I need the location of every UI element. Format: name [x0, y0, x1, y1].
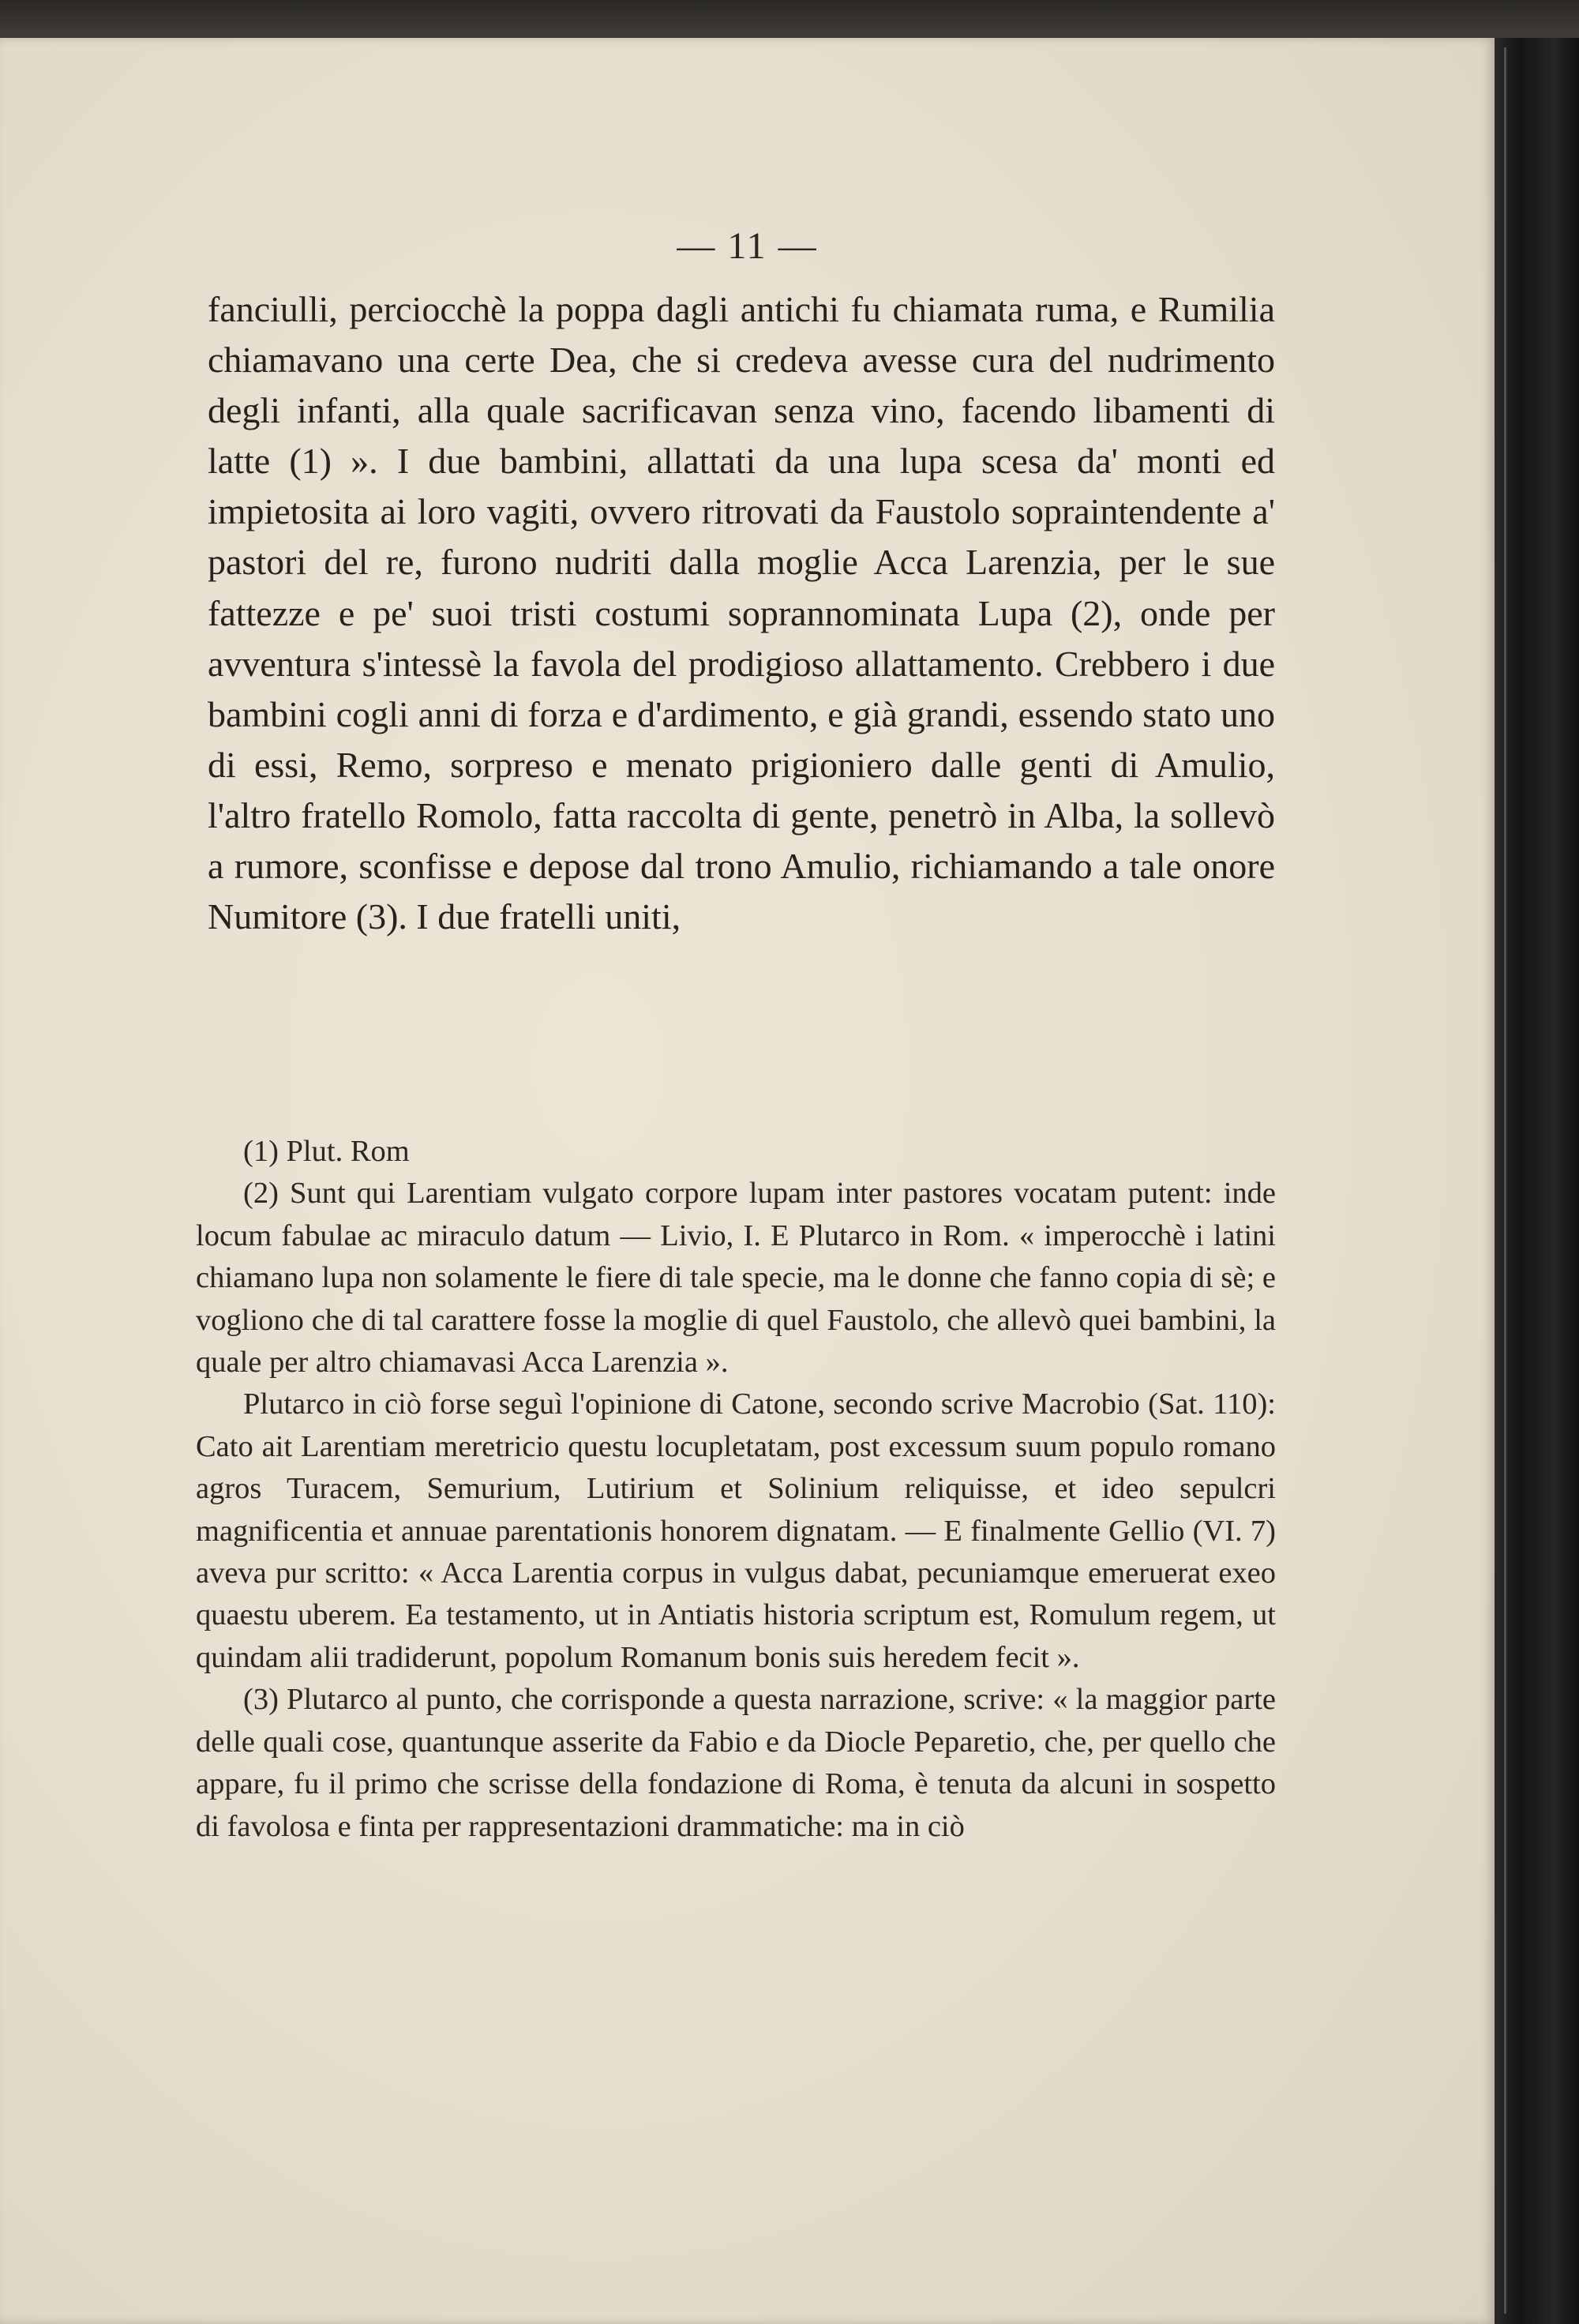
binding-highlight: [1504, 47, 1506, 2314]
footnote-1: (1) Plut. Rom: [243, 1135, 410, 1168]
footnote-2-continued: Plutarco in ciò forse seguì l'opinione di Catone, secondo scrive Macrobio (Sat. 110): Cato ait Larentiam meretricio questu locupletatam, post excessum suum populo romano agros Turacem, Semurium, Lutirium et Solinium reliquisse, et ideo sepulcri magnificentia et annuae parentationis honorem dignatam. — E finalmente Gellio (VI. 7) aveva pur scritto: « Acca Larentia corpus in vulgus dabat, pecuniamque emeruerat exeo quaestu uberem. Ea testamento, ut in Antiatis historia scriptum est, Romulum regem, ut quindam alii tradiderunt, popolum Romanum bonis suis heredem fecit ».: [196, 1387, 1276, 1674]
book-binding-edge: [1495, 38, 1579, 2324]
page-number: — 11 —: [677, 225, 818, 267]
main-text: fanciulli, perciocchè la poppa dagli antichi fu chiamata ruma, e Rumilia chiamavano una certe Dea, che si credeva avesse cura del nudrimento degli infanti, alla quale sacrificavan senza vino, facendo libamenti di latte (1) ». I due bambini, allattati da una lupa scesa da' monti ed impietosita ai loro vagiti, ovvero ritrovati da Faustolo sopraintendente a' pastori del re, furono nudriti dalla moglie Acca Larenzia, per le sue fattezze e pe' suoi tristi costumi soprannominata Lupa (2), onde per avventura s'intessè la favola del prodigioso allattamento. Crebbero i due bambini cogli anni di forza e d'ardimento, e già grandi, essendo stato uno di essi, Remo, sorpreso e menato prigioniero dalle genti di Amulio, l'altro fratello Romolo, fatta raccolta di gente, penetrò in Alba, la sollevò a rumore, sconfisse e depose dal trono Amulio, richiamando a tale onore Numitore (3). I due fratelli uniti,: [208, 289, 1275, 937]
footnote-3: (3) Plutarco al punto, che corrisponde a questa narrazione, scrive: « la maggior parte delle quali cose, quantunque asserite da Fabio e da Diocle Peparetio, che, per quello che appare, fu il primo che scrisse della fondazione di Roma, è tenuta da alcuni in sospetto di favolosa e finta per rappresentazioni drammatiche: ma in ciò: [196, 1683, 1276, 1843]
footnotes: [196, 1131, 1276, 1848]
footnote-2: (2) Sunt qui Larentiam vulgato corpore lupam inter pastores vocatam putent: inde locum fabulae ac miraculo datum — Livio, I. E Plutarco in Rom. « imperocchè i latini chiamano lupa non solamente le fiere di tale specie, ma le donne che fanno copia di sè; e vogliono che di tal carattere fosse la moglie di quel Faustolo, che allevò quei bambini, la quale per altro chiamavasi Acca Larenzia ».: [196, 1177, 1276, 1380]
